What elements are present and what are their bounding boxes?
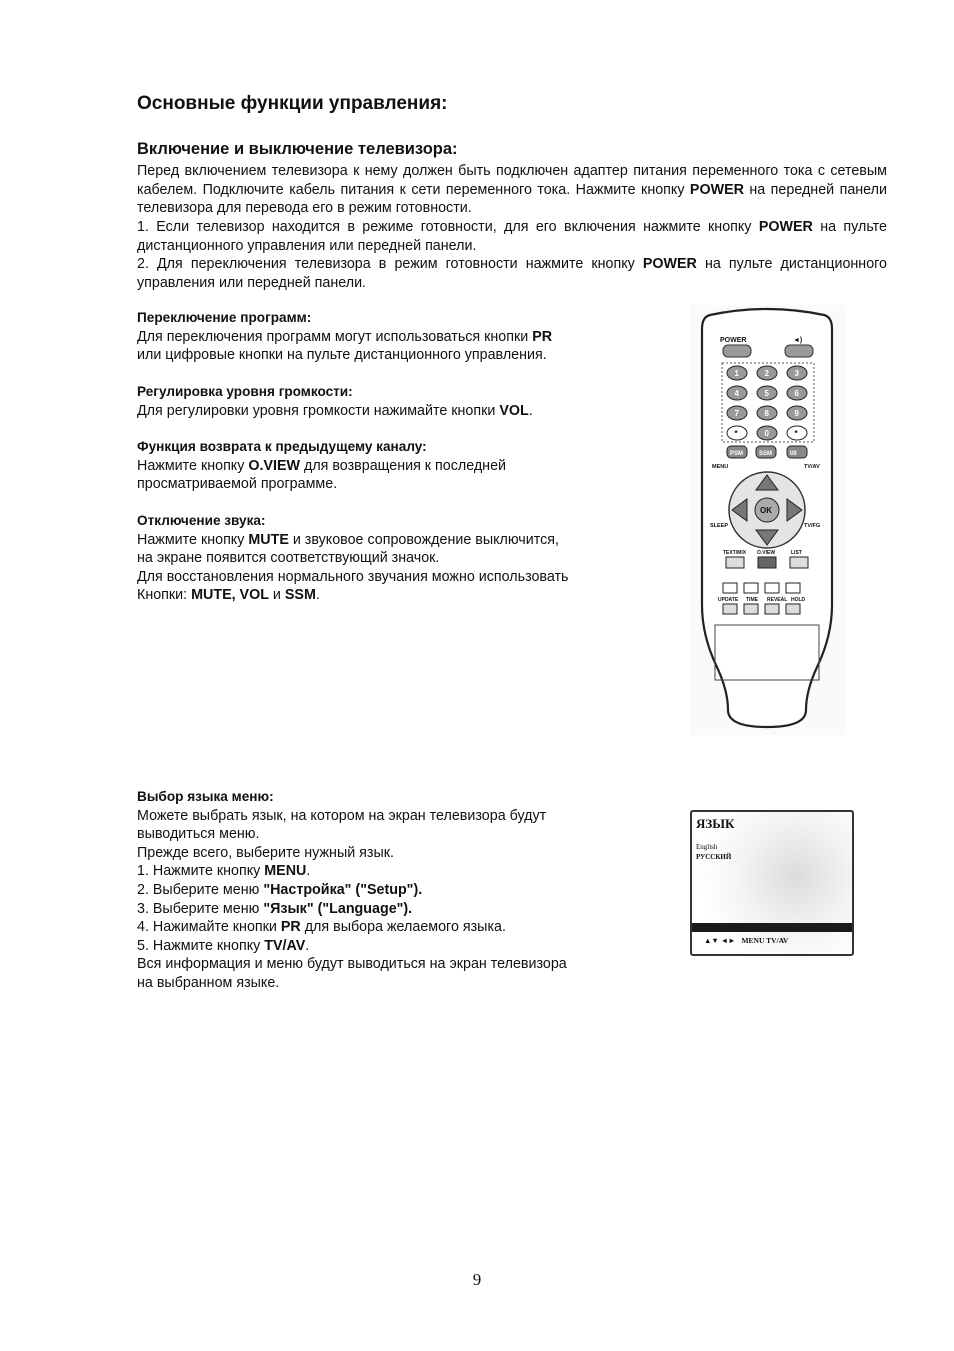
tv-option-english[interactable]: English	[696, 843, 718, 851]
menu-language-line-4: Вся информация и меню будут выводиться на экран телевизора	[137, 956, 567, 973]
time-button[interactable]	[744, 604, 758, 614]
page-number: 9	[472, 1270, 482, 1289]
blue-button[interactable]	[786, 583, 800, 593]
digit-label-star-left: *	[734, 429, 738, 438]
menu-language-step-3: 3. Выберите меню "Язык" ("Language").	[137, 900, 413, 917]
sleep-button-label: SLEEP	[710, 523, 729, 529]
tv-screen-footer: ▲▼ ◄► MENU TV/AV	[704, 936, 789, 945]
update-button-label: UPDATE	[718, 597, 739, 603]
yellow-button[interactable]	[765, 583, 779, 593]
mute-heading: Отключение звука:	[137, 513, 266, 528]
tv-screen-options	[696, 842, 731, 862]
mute-icon: ◄)	[793, 337, 803, 344]
reveal-button[interactable]	[765, 604, 779, 614]
previous-channel-heading: Функция возврата к предыдущему каналу:	[137, 439, 427, 454]
volume-line-1: Для регулировки уровня громкости нажимайте кнопки VOL.	[137, 402, 533, 419]
volume-heading: Регулировка уровня громкости:	[137, 384, 353, 399]
digit-label-1: 1	[734, 369, 739, 378]
update-button[interactable]	[723, 604, 737, 614]
digit-label-9: 9	[794, 409, 799, 418]
hold-button-label: HOLD	[791, 597, 806, 603]
tvav-button-label: TV/AV	[804, 464, 820, 470]
menu-language-section	[137, 788, 657, 993]
textmix-button[interactable]	[726, 557, 744, 568]
arrows-icon: ▲▼ ◄►	[704, 936, 736, 945]
digit-label-2: 2	[764, 369, 769, 378]
time-button-label: TIME	[746, 597, 758, 603]
power-paragraph-1: Перед включением телевизора к нему должен быть подключен адаптер питания переменного тока с сетевым кабелем. Подключите кабель питания к сети переменного тока. Нажмите кнопку POWER на передней панели телевизора для перевода его в режим готовности.	[137, 163, 887, 217]
digit-label-6: 6	[794, 389, 799, 398]
power-button-label: POWER	[720, 337, 747, 344]
digit-label-5: 5	[764, 389, 769, 398]
ok-button-label: OK	[760, 506, 772, 515]
previous-channel-line-2: просматриваемой программе.	[137, 476, 338, 493]
previous-channel-line-1: Нажмите кнопку O.VIEW для возвращения к последней	[137, 457, 507, 474]
tvfg-button-label: TV/FG	[804, 523, 821, 529]
mute-line-4: Кнопки: MUTE, VOL и SSM.	[137, 587, 320, 604]
list-button-label: LIST	[791, 550, 802, 556]
power-button[interactable]	[723, 345, 751, 357]
menu-language-step-1: 1. Нажмите кнопку MENU.	[137, 863, 311, 880]
mute-section	[137, 512, 657, 605]
psm-button-label: PSM	[730, 451, 744, 457]
red-button[interactable]	[723, 583, 737, 593]
reveal-button-label: REVEAL	[767, 597, 788, 603]
list-button[interactable]	[790, 557, 808, 568]
tv-language-screen	[690, 810, 854, 956]
menu-button-label: MENU	[712, 464, 729, 470]
menu-language-heading: Выбор языка меню:	[137, 789, 274, 804]
program-switch-section	[137, 309, 657, 365]
textmix-button-label: TEXT/MIX	[723, 550, 747, 556]
digit-label-star-right: *	[794, 429, 798, 438]
menu-language-step-2: 2. Выберите меню "Настройка" ("Setup").	[137, 881, 423, 898]
program-switch-line-1: Для переключения программ могут использоваться кнопки PR	[137, 328, 553, 345]
page-title: Основные функции управления:	[137, 93, 448, 114]
digit-label-3: 3	[794, 369, 799, 378]
tv-screen-selection-bar	[692, 923, 852, 932]
section-heading-power: Включение и выключение телевизора:	[137, 140, 458, 158]
mute-line-3: Для восстановления нормального звучания можно использовать	[137, 568, 569, 585]
tv-screen-title: ЯЗЫК	[696, 816, 735, 831]
oview-button-label: O.VIEW	[757, 550, 776, 556]
menu-language-line-5: на выбранном языке.	[137, 974, 280, 991]
menu-language-line-1: Можете выбрать язык, на котором на экран телевизора будут	[137, 807, 547, 824]
green-button[interactable]	[744, 583, 758, 593]
menu-language-step-5: 5. Нажмите кнопку TV/AV.	[137, 937, 310, 954]
digit-label-7: 7	[734, 409, 739, 418]
power-paragraph-3: 2. Для переключения телевизора в режим готовности нажмите кнопку POWER на пульте дистанционного управления или передней панели.	[137, 256, 887, 291]
volume-section	[137, 383, 657, 420]
mute-line-1: Нажмите кнопку MUTE и звуковое сопровождение выключится,	[137, 531, 559, 548]
remote-control-illustration	[690, 305, 845, 735]
oview-button[interactable]	[758, 557, 776, 568]
digit-label-8: 8	[764, 409, 769, 418]
hold-button[interactable]	[786, 604, 800, 614]
tv-option-russian[interactable]: РУССКИЙ	[696, 853, 732, 861]
previous-channel-section	[137, 438, 657, 494]
menu-language-line-3: Прежде всего, выберите нужный язык.	[137, 844, 394, 861]
dual-sound-button-label: I/II	[790, 451, 797, 457]
program-switch-line-2: или цифровые кнопки на пульте дистанционного управления.	[137, 347, 547, 364]
ssm-button-label: SSM	[759, 451, 773, 457]
power-paragraph-2: 1. Если телевизор находится в режиме готовности, для его включения нажмите кнопку POWER на пульте дистанционного управления или передней панели.	[137, 219, 887, 254]
menu-language-line-2: выводиться меню.	[137, 826, 260, 843]
digit-label-0: 0	[764, 429, 769, 438]
program-switch-heading: Переключение программ:	[137, 310, 312, 325]
digit-label-4: 4	[734, 389, 739, 398]
menu-language-step-4: 4. Нажимайте кнопки PR для выбора желаемого языка.	[137, 919, 506, 936]
mute-line-2: на экране появится соответствующий значок.	[137, 550, 440, 567]
mute-button[interactable]	[785, 345, 813, 357]
